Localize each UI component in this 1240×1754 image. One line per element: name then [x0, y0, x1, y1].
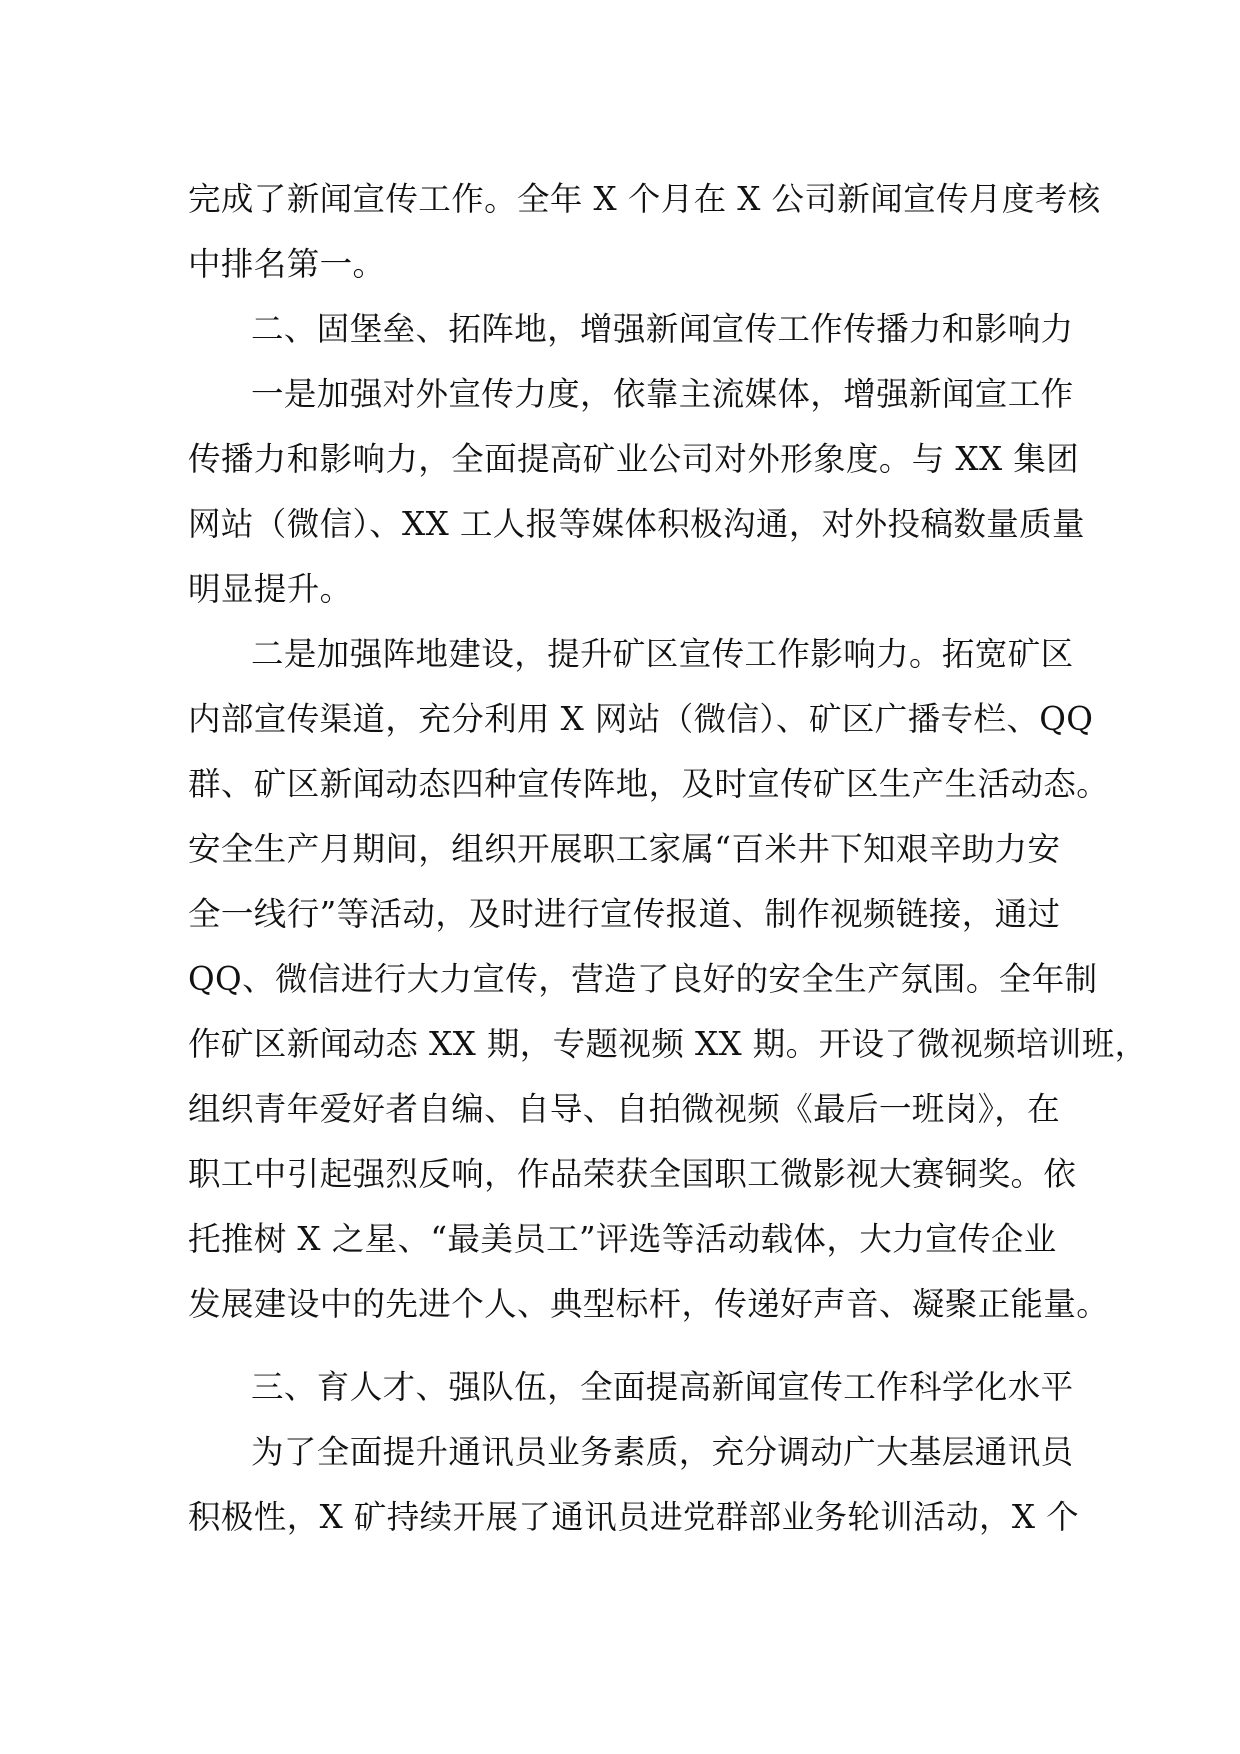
- body-text: [188, 167, 1148, 1550]
- paragraph-line: 为了全面提升通讯员业务素质，充分调动广大基层通讯员: [251, 1433, 1074, 1471]
- paragraph-gap: [188, 1337, 1068, 1355]
- paragraph-line: 发展建设中的先进个人、典型标杆，传递好声音、凝聚正能量。: [188, 1285, 1110, 1323]
- paragraph-line: 传播力和影响力，全面提高矿业公司对外形象度。与 XX 集团: [188, 440, 1080, 478]
- paragraph-line: 明显提升。: [188, 570, 353, 608]
- paragraph-line: 一是加强对外宣传力度，依靠主流媒体，增强新闻宣工作: [251, 375, 1074, 413]
- paragraph-line: 全一线行”等活动，及时进行宣传报道、制作视频链接，通过: [188, 895, 1061, 933]
- paragraph-line: QQ、微信进行大力宣传，营造了良好的安全生产氛围。全年制: [188, 960, 1098, 998]
- section-heading: 三、育人才、强队伍，全面提高新闻宣传工作科学化水平: [251, 1368, 1074, 1406]
- paragraph-line: 完成了新闻宣传工作。全年 X 个月在 X 公司新闻宣传月度考核: [188, 180, 1101, 218]
- paragraph-line: 作矿区新闻动态 XX 期，专题视频 XX 期。开设了微视频培训班，: [188, 1025, 1148, 1063]
- paragraph-line: 组织青年爱好者自编、自导、自拍微视频《最后一班岗》，在: [188, 1090, 1061, 1128]
- paragraph-line: 二是加强阵地建设，提升矿区宣传工作影响力。拓宽矿区: [251, 635, 1074, 673]
- paragraph-line: 群、矿区新闻动态四种宣传阵地，及时宣传矿区生产生活动态。: [188, 765, 1110, 803]
- paragraph-line: 托推树 X 之星、“最美员工”评选等活动载体，大力宣传企业: [188, 1220, 1057, 1258]
- paragraph-line: 网站（微信）、XX 工人报等媒体积极沟通，对外投稿数量质量: [188, 505, 1085, 543]
- paragraph-line: 中排名第一。: [188, 245, 386, 283]
- section-heading: 二、固堡垒、拓阵地，增强新闻宣传工作传播力和影响力: [251, 310, 1074, 348]
- paragraph-line: 内部宣传渠道，充分利用 X 网站（微信）、矿区广播专栏、QQ: [188, 700, 1094, 738]
- paragraph-line: 安全生产月期间，组织开展职工家属“百米井下知艰辛助力安: [188, 830, 1061, 868]
- paragraph-line: 职工中引起强烈反响，作品荣获全国职工微影视大赛铜奖。依: [188, 1155, 1077, 1193]
- paragraph-line: 积极性，X 矿持续开展了通讯员进党群部业务轮训活动，X 个: [188, 1498, 1080, 1536]
